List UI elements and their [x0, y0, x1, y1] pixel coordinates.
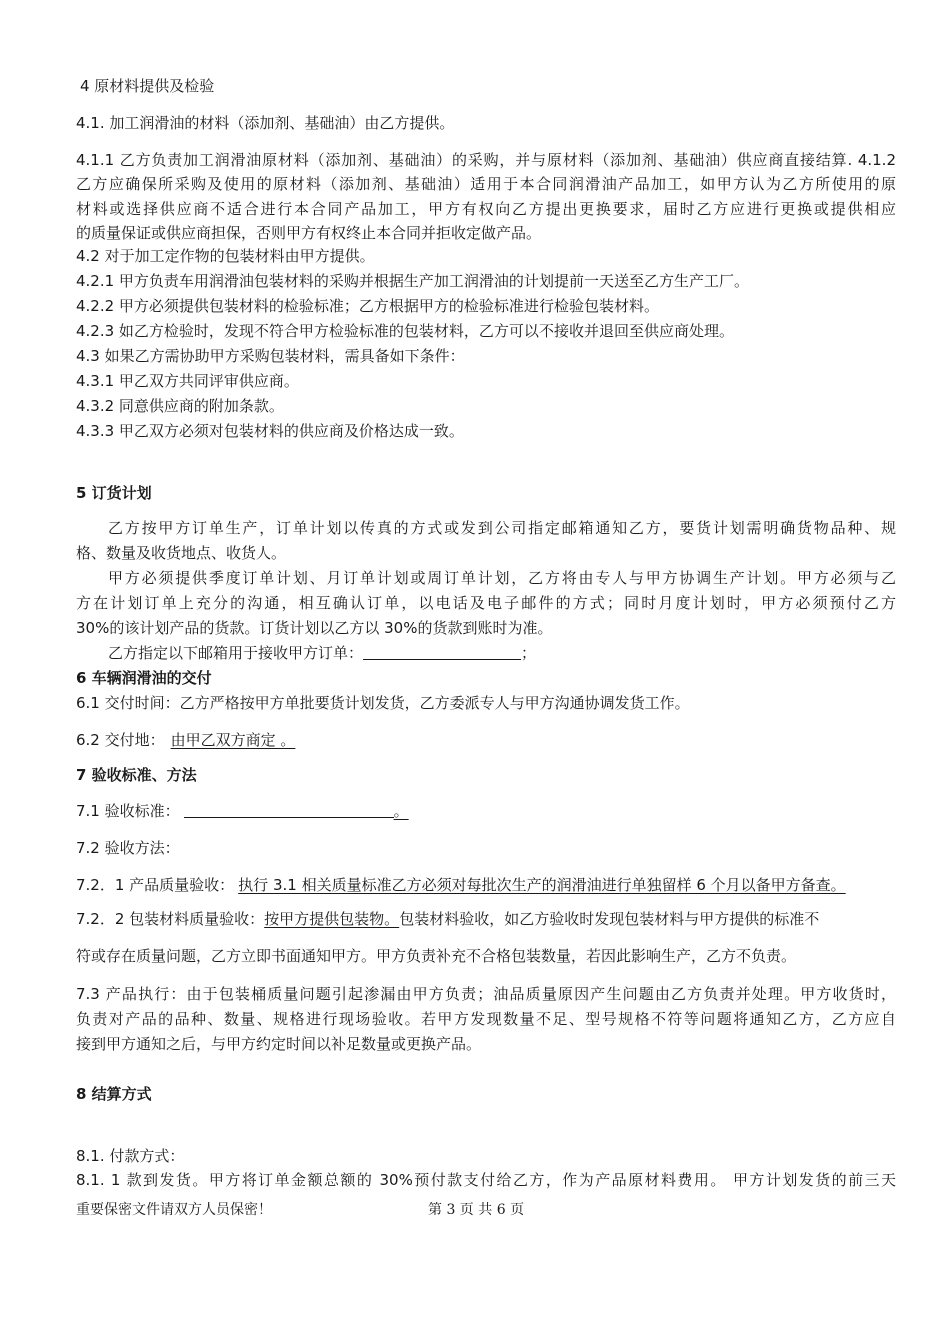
clause-6-2: [76, 730, 896, 750]
order-email-label: 乙方指定以下邮箱用于接收甲方订单：: [108, 644, 364, 662]
acceptance-standard-label: 7.1 验收标准：: [76, 802, 180, 820]
order-plan-para-2-line-3: 30%的该计划产品的货款。订货计划以乙方以 30%的货款到账时为准。: [76, 619, 553, 637]
order-plan-para-2-line-2: 方在计划订单上充分的沟通，相互确认订单，以电话及电子邮件的方式；同时月度计划时，甲方必须预付乙方: [76, 594, 896, 612]
acceptance-standard-end: 。: [393, 802, 409, 820]
clause-4-1-1-line-4: 的质量保证或供应商担保，否则甲方有权终止本合同并拒收定做产品。: [76, 224, 542, 242]
order-plan-para-1-line-2: 格、数量及收货地点、收货人。: [76, 544, 287, 562]
clause-7-1: [76, 801, 896, 821]
clause-7-2-2: [76, 909, 896, 929]
clause-4-3-3: 4.3.3 甲乙双方必须对包装材料的供应商及价格达成一致。: [76, 422, 464, 440]
clause-7-2-1: [76, 875, 896, 895]
clause-8-1-1: 8.1. 1 款到发货。甲方将订单金额总额的 30%预付款支付给乙方，作为产品原材料费用。 甲方计划发货的前三天: [76, 1171, 896, 1189]
clause-8-1: 8.1. 付款方式：: [76, 1147, 185, 1165]
footer-page-number: 第 3 页 共 6 页: [428, 1202, 525, 1218]
clause-4-3: 4.3 如果乙方需协助甲方采购包装材料，需具备如下条件：: [76, 347, 465, 365]
order-email-end: ；: [521, 644, 537, 662]
order-plan-para-2-line-1: 甲方必须提供季度订单计划、月订单计划或周订单计划，乙方将由专人与甲方协调生产计划。甲方必须与乙: [108, 569, 896, 587]
clause-4-3-2: 4.3.2 同意供应商的附加条款。: [76, 397, 284, 415]
clause-4-2: 4.2 对于加工定作物的包装材料由甲方提供。: [76, 247, 375, 265]
delivery-place-label: 6.2 交付地：: [76, 731, 165, 749]
clause-4-2-1: 4.2.1 甲方负责车用润滑油包装材料的采购并根据生产加工润滑油的计划提前一天送至乙方生产工厂。: [76, 272, 749, 290]
section-4-heading: 4 原材料提供及检验: [80, 77, 215, 95]
clause-4-1-1-line-2: 乙方应确保所采购及使用的原材料（添加剂、基础油）适用于本合同润滑油产品加工，如甲方认为乙方所使用的原: [76, 175, 896, 193]
clause-7-2: 7.2 验收方法：: [76, 839, 180, 857]
clause-4-1: 4.1. 加工润滑油的材料（添加剂、基础油）由乙方提供。: [76, 114, 455, 132]
packaging-quality-rest: 包装材料验收，如乙方验收时发现包装材料与甲方提供的标准不: [399, 910, 820, 928]
clause-6-1: 6.1 交付时间：乙方严格按甲方单批要货计划发货，乙方委派专人与甲方沟通协调发货工作。: [76, 694, 690, 712]
section-7-heading: 7 验收标准、方法: [76, 766, 197, 784]
clause-4-1-1-line-3: 材料或选择供应商不适合进行本合同产品加工，甲方有权向乙方提出更换要求，届时乙方应进行更换或提供相应: [76, 200, 896, 218]
order-plan-para-1-line-1: 乙方按甲方订单生产，订单计划以传真的方式或发到公司指定邮箱通知乙方，要货计划需明确货物品种、规: [108, 519, 896, 537]
clause-7-3-line-3: 接到甲方通知之后，与甲方约定时间以补足数量或更换产品。: [76, 1035, 482, 1053]
section-8-heading: 8 结算方式: [76, 1085, 152, 1103]
delivery-place-value: 由甲乙双方商定 。: [170, 731, 296, 749]
footer-confidential-note: 重要保密文件请双方人员保密！: [76, 1202, 272, 1218]
clause-7-3-line-1: 7.3 产品执行：由于包装桶质量问题引起渗漏由甲方负责；油品质量原因产生问题由乙方负责并处理。甲方收货时，: [76, 985, 896, 1003]
section-6-heading: 6 车辆润滑油的交付: [76, 669, 212, 687]
order-email-line: [108, 643, 896, 663]
clause-4-3-1: 4.3.1 甲乙双方共同评审供应商。: [76, 372, 299, 390]
clause-7-2-2-line-2: 符或存在质量问题，乙方立即书面通知甲方。甲方负责补充不合格包装数量，若因此影响生产，乙方不负责。: [76, 947, 797, 965]
clause-4-2-3: 4.2.3 如乙方检验时，发现不符合甲方检验标准的包装材料，乙方可以不接收并退回至供应商处理。: [76, 322, 734, 340]
clause-4-2-2: 4.2.2 甲方必须提供包装材料的检验标准；乙方根据甲方的检验标准进行检验包装材料。: [76, 297, 659, 315]
product-quality-value: 执行 3.1 相关质量标准乙方必须对每批次生产的润滑油进行单独留样 6 个月以备甲方备查。: [238, 876, 846, 894]
clause-4-1-1-line-1: 4.1.1 乙方负责加工润滑油原材料（添加剂、基础油）的采购，并与原材料（添加剂、基础油）供应商直接结算. 4.1.2: [76, 151, 896, 169]
clause-7-3-line-2: 负责对产品的品种、数量、规格进行现场验收。若甲方发现数量不足、型号规格不符等问题将通知乙方，乙方应自: [76, 1010, 896, 1028]
acceptance-standard-blank[interactable]: [184, 803, 394, 818]
product-quality-label: 7.2．1 产品质量验收：: [76, 876, 235, 894]
packaging-quality-label: 7.2．2 包装材料质量验收：: [76, 910, 265, 928]
section-5-heading: 5 订货计划: [76, 484, 152, 502]
order-email-blank[interactable]: [363, 645, 521, 660]
packaging-quality-value: 按甲方提供包装物。: [264, 910, 400, 928]
